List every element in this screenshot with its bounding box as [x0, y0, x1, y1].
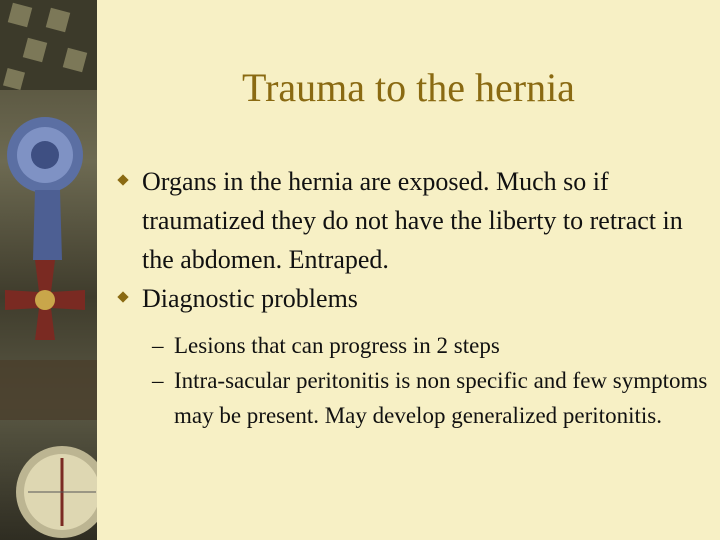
sub-bullet-text: Intra-sacular peritonitis is non specific and few symptoms may be present. May develop generalized peritonitis.: [174, 368, 708, 428]
bullet-text: Organs in the hernia are exposed. Much so if traumatized they do not have the liberty to retract in the abdomen. Entraped.: [142, 167, 683, 274]
slide-title: Trauma to the hernia: [242, 65, 575, 110]
sub-bullet-item: [118, 328, 708, 363]
sub-bullet-item: [118, 363, 708, 433]
bullet-item: [118, 279, 708, 318]
sub-bullet-text: Lesions that can progress in 2 steps: [174, 333, 500, 358]
bullet-text: Diagnostic problems: [142, 284, 358, 313]
bullet-item: [118, 162, 708, 279]
diamond-bullet-icon: [117, 291, 128, 302]
diamond-bullet-icon: [117, 174, 128, 185]
slide-body: [118, 162, 708, 433]
side-decorative-photo: [0, 0, 97, 540]
sub-bullet-list: [118, 328, 708, 433]
dash-marker: –: [152, 333, 164, 358]
medal-and-compass-image: [0, 0, 97, 540]
dash-marker: –: [152, 368, 164, 393]
